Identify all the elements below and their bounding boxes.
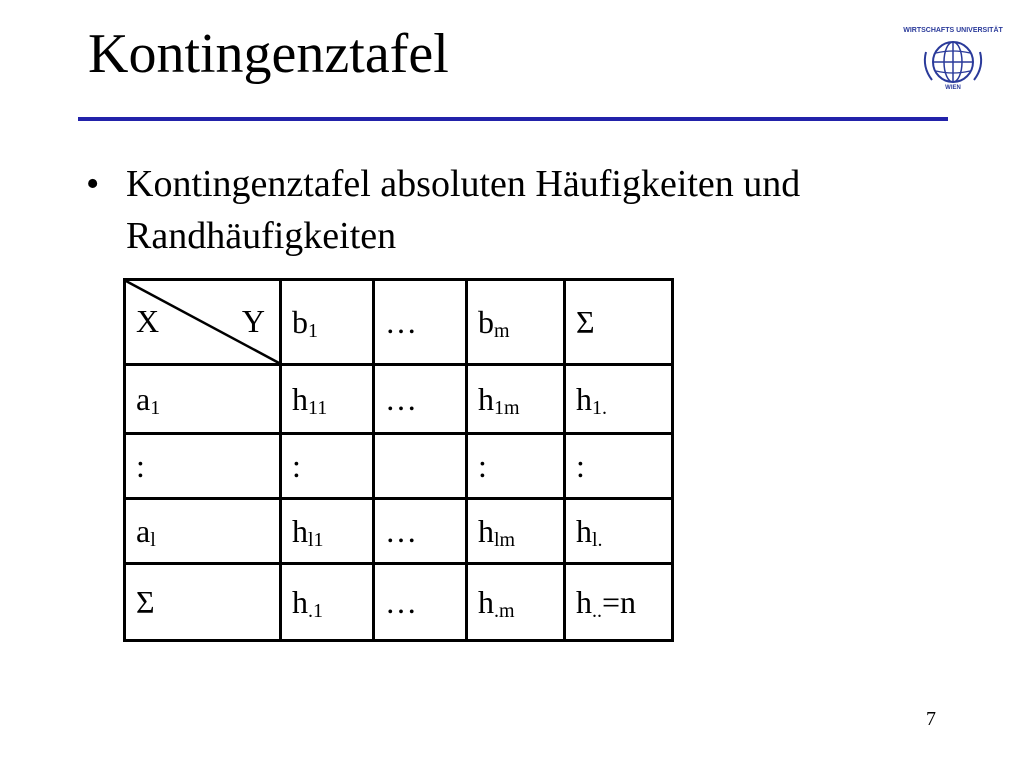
table-cell xyxy=(374,564,467,641)
table-cell xyxy=(125,564,281,641)
header-cell xyxy=(565,280,673,365)
cell-base: h xyxy=(292,512,308,549)
table-cell xyxy=(467,499,565,564)
table-cell xyxy=(374,499,467,564)
cell-sub: 1m xyxy=(494,396,520,419)
cell-suffix: =n xyxy=(602,583,637,620)
cell-base: h xyxy=(478,583,494,620)
cell-base: b xyxy=(292,303,308,340)
cell-base: Σ xyxy=(576,303,595,340)
cell-base: h xyxy=(576,380,592,417)
corner-cell xyxy=(125,280,281,365)
table-cell xyxy=(467,365,565,434)
cell-base: h xyxy=(478,512,494,549)
title-divider xyxy=(78,117,948,121)
table-cell xyxy=(467,564,565,641)
table-cell xyxy=(281,365,374,434)
cell-base: h xyxy=(576,583,592,620)
cell-base: Σ xyxy=(136,583,155,620)
cell-base: … xyxy=(385,583,417,620)
table-cell xyxy=(565,564,673,641)
slide-title: Kontingenztafel xyxy=(88,23,449,85)
table-cell xyxy=(565,499,673,564)
table-row xyxy=(125,499,673,564)
table-header-row xyxy=(125,280,673,365)
cell-base: : xyxy=(292,447,301,484)
table-cell xyxy=(565,365,673,434)
cell-sub: l xyxy=(150,528,156,551)
cell-sub: lm xyxy=(494,528,516,551)
table-cell xyxy=(125,365,281,434)
cell-base: b xyxy=(478,303,494,340)
table-total-row xyxy=(125,564,673,641)
corner-x-label: X xyxy=(136,303,160,339)
cell-base: a xyxy=(136,380,151,417)
corner-y-label: Y xyxy=(241,303,265,339)
cell-sub: .1 xyxy=(308,599,323,622)
logo-bottom-text: WIEN xyxy=(945,85,961,91)
logo-top-text: WIRTSCHAFTS UNIVERSITÄT xyxy=(903,27,1003,34)
header-cell xyxy=(281,280,374,365)
cell-base: : xyxy=(576,447,585,484)
contingency-table xyxy=(123,278,674,642)
table-cell xyxy=(374,434,467,499)
table-cell xyxy=(565,434,673,499)
cell-base: a xyxy=(136,512,151,549)
header-cell xyxy=(374,280,467,365)
table-cell xyxy=(281,499,374,564)
cell-sub: .. xyxy=(592,599,602,622)
globe-logo-icon xyxy=(903,22,1003,92)
cell-base: : xyxy=(478,447,487,484)
cell-base: h xyxy=(576,512,592,549)
cell-base: h xyxy=(292,380,308,417)
cell-sub: 1 xyxy=(308,319,318,342)
table-cell xyxy=(125,434,281,499)
table-row xyxy=(125,365,673,434)
cell-sub: 1 xyxy=(150,396,161,419)
cell-sub: 11 xyxy=(308,396,328,419)
table-cell xyxy=(281,564,374,641)
table-row xyxy=(125,434,673,499)
university-logo xyxy=(903,22,1003,92)
table-cell xyxy=(125,499,281,564)
bullet-text: Kontingenztafel absoluten Häufigkeiten und Randhäufigkeiten xyxy=(126,163,801,257)
cell-sub: .m xyxy=(494,599,515,622)
table-cell xyxy=(374,365,467,434)
cell-base: h xyxy=(292,583,308,620)
table-cell xyxy=(281,434,374,499)
cell-sub: 1. xyxy=(592,396,607,419)
header-cell xyxy=(467,280,565,365)
cell-base: … xyxy=(385,512,417,549)
cell-sub: l. xyxy=(592,528,603,551)
cell-sub: l1 xyxy=(308,528,324,551)
cell-base: h xyxy=(478,380,494,417)
bullet-marker: • xyxy=(86,163,100,205)
cell-sub: m xyxy=(494,319,510,342)
cell-base: … xyxy=(385,380,417,417)
cell-base: … xyxy=(385,303,417,340)
cell-base: : xyxy=(136,447,145,484)
table-cell xyxy=(467,434,565,499)
page-number: 7 xyxy=(926,708,936,730)
